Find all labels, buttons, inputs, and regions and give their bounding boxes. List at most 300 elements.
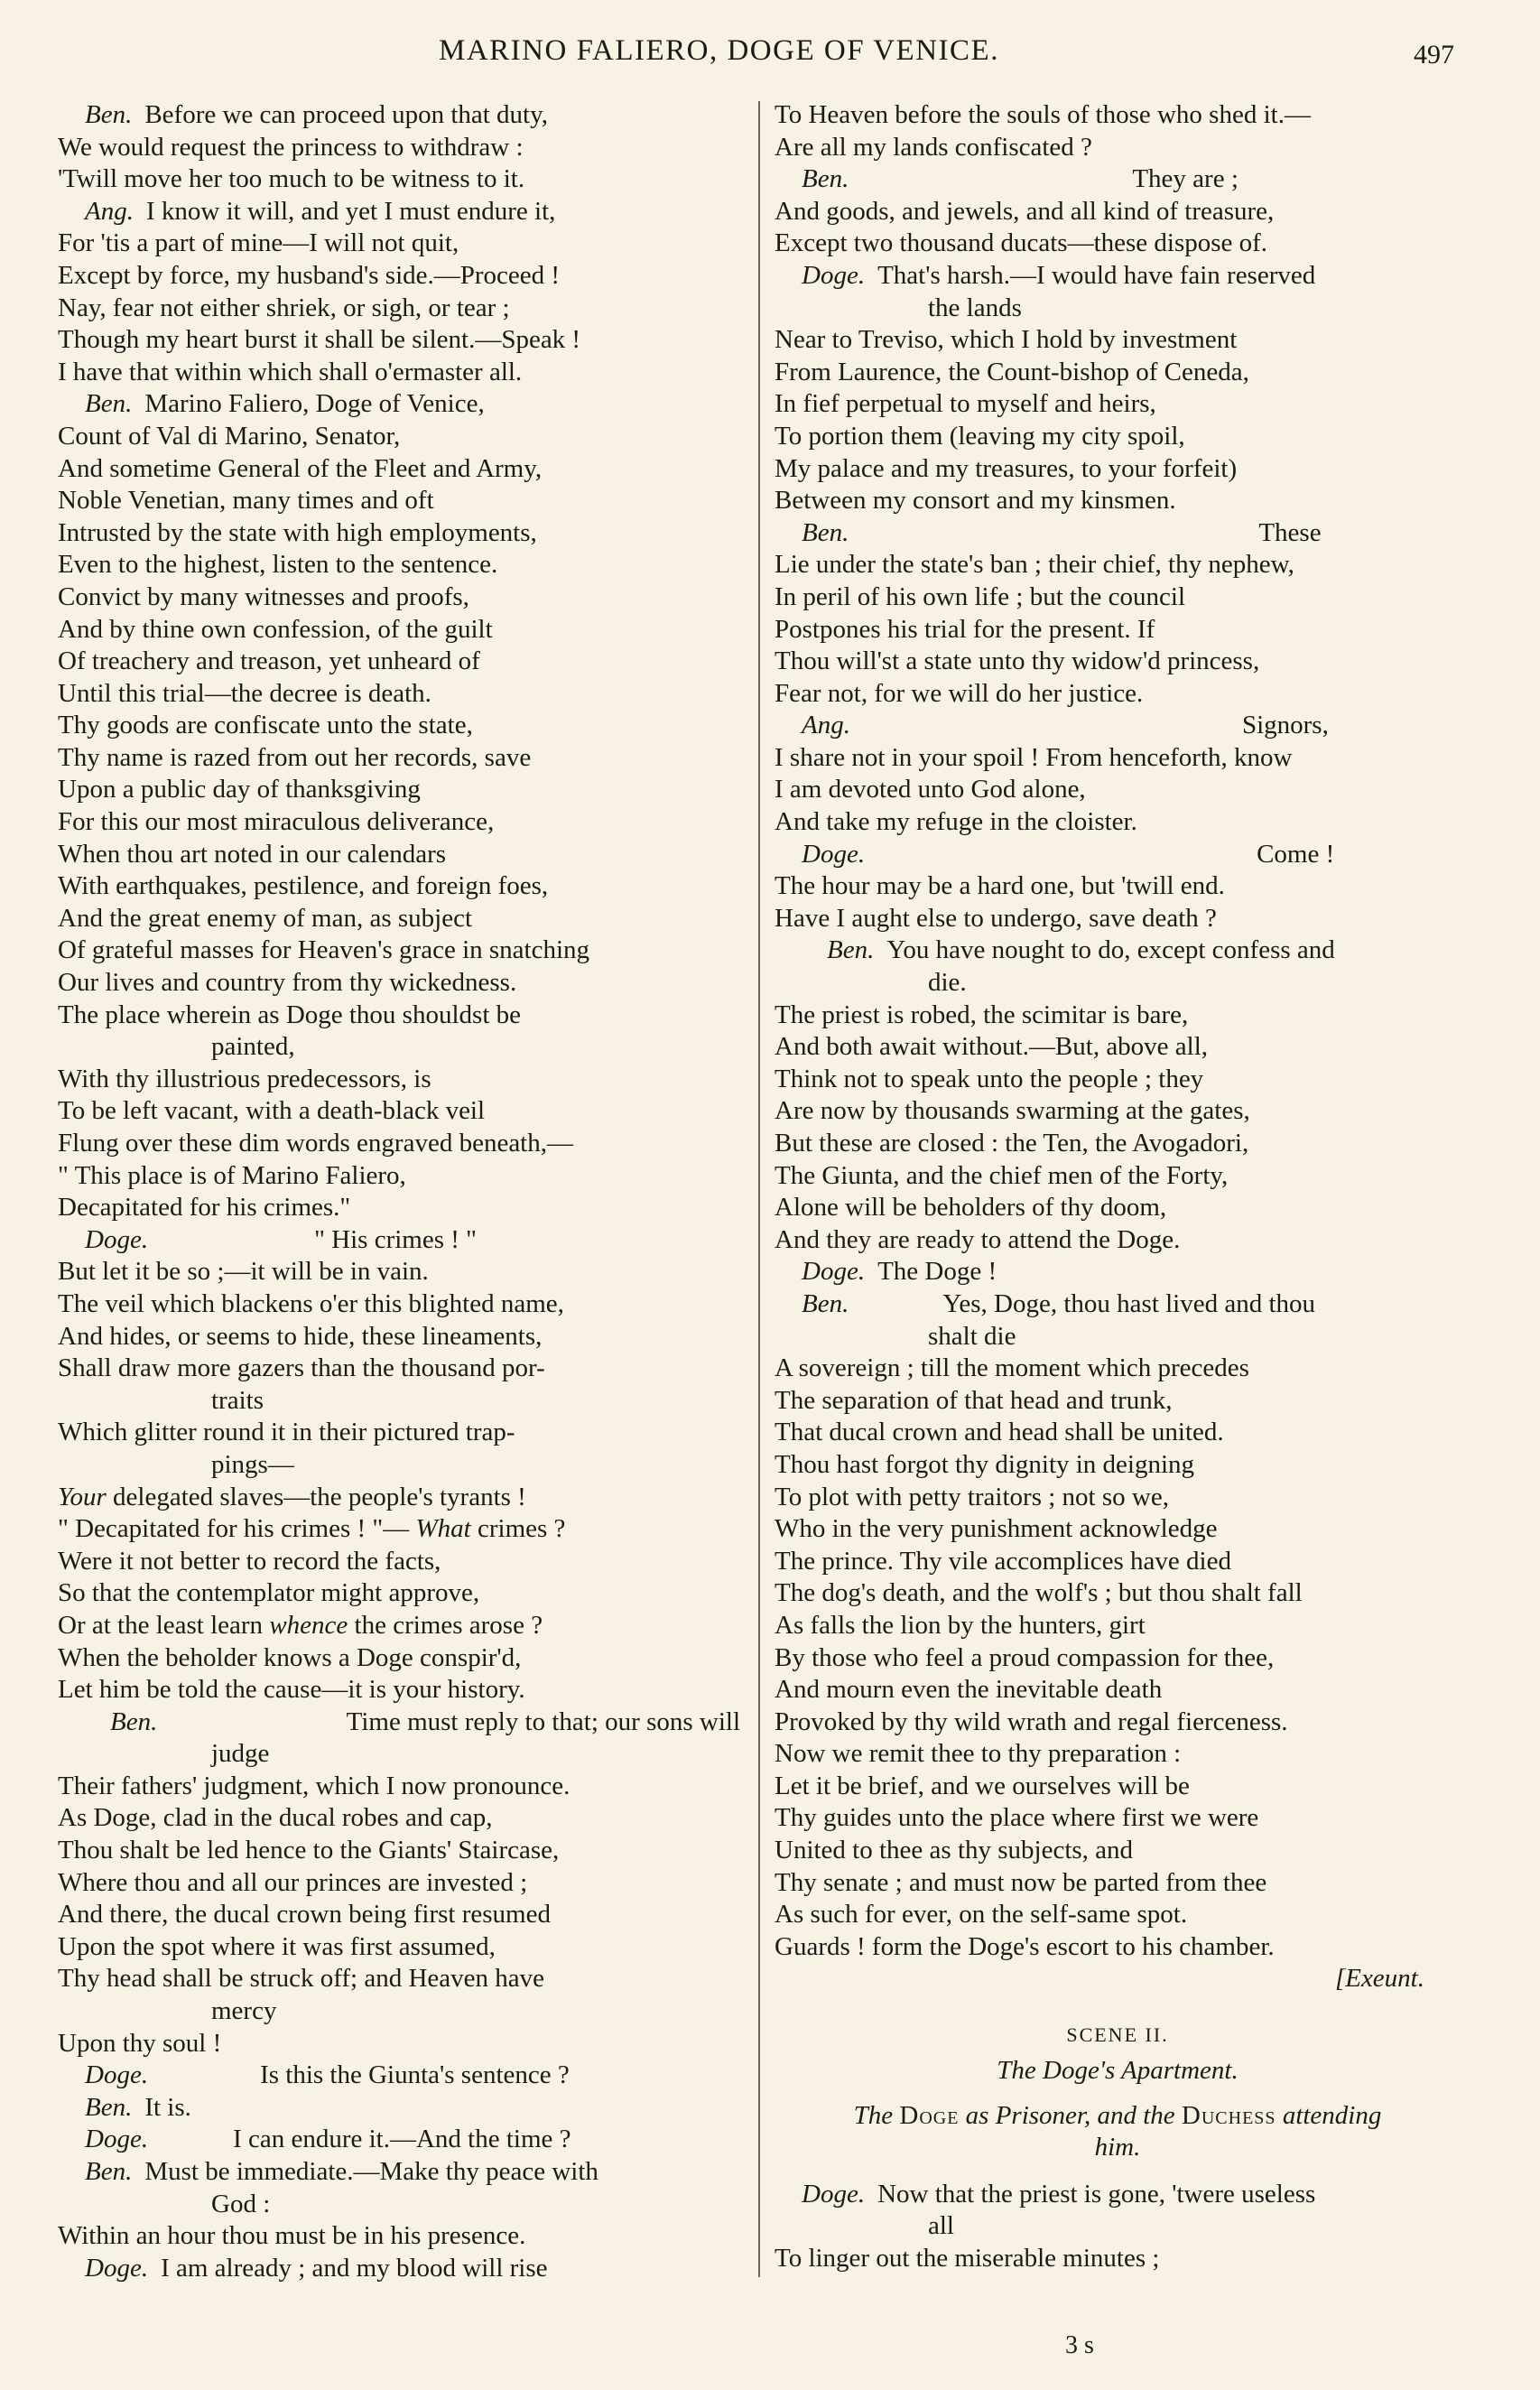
stage-direction-doge: Doge bbox=[899, 2100, 960, 2130]
line-text: I know it will, and yet I must endure it, bbox=[145, 196, 556, 226]
line-text: Provoked by thy wild wrath and regal fierceness. bbox=[775, 1706, 1288, 1736]
verse-line bbox=[775, 357, 1461, 389]
line-text: Upon a public day of thanksgiving bbox=[58, 775, 421, 804]
line-text: Are now by thousands swarming at the gates, bbox=[775, 1096, 1250, 1126]
verse-line bbox=[58, 2092, 740, 2125]
line-text: These bbox=[1258, 517, 1322, 547]
verse-line bbox=[775, 1160, 1461, 1193]
line-text: Who in the very punishment acknowledge bbox=[775, 1514, 1218, 1544]
line-text: Where thou and all our princes are invested ; bbox=[58, 1867, 528, 1897]
verse-line bbox=[58, 1417, 740, 1449]
verse-line bbox=[58, 1224, 740, 1257]
verse-line bbox=[58, 1835, 740, 1867]
emphasis: What bbox=[409, 1514, 478, 1544]
line-text: Of grateful masses for Heaven's grace in snatching bbox=[58, 935, 590, 965]
line-text: When thou art noted in our calendars bbox=[58, 839, 447, 869]
stage-direction-attending: attending bbox=[1282, 2100, 1382, 2130]
verse-line bbox=[775, 806, 1461, 839]
verse-line bbox=[775, 324, 1461, 357]
line-text: Thou will'st a state unto thy widow'd princess, bbox=[775, 646, 1260, 676]
verse-line bbox=[775, 1288, 1461, 1321]
verse-line bbox=[775, 549, 1461, 581]
verse-line bbox=[58, 2156, 740, 2189]
verse-line bbox=[775, 678, 1461, 711]
line-text: From Laurence, the Count-bishop of Ceneda, bbox=[775, 357, 1249, 386]
line-text: traits bbox=[211, 1385, 264, 1415]
stage-direction-him: him. bbox=[1094, 2133, 1141, 2162]
line-text: Thy guides unto the place where first we were bbox=[775, 1803, 1259, 1833]
verse-line bbox=[58, 1899, 740, 1931]
verse-line bbox=[775, 2179, 1461, 2211]
verse-line bbox=[775, 710, 1461, 742]
line-text: Yes, Doge, thou hast lived and thou bbox=[942, 1288, 1316, 1318]
line-text: Shall draw more gazers than the thousand por- bbox=[58, 1353, 545, 1383]
line-text: To be left vacant, with a death-black veil bbox=[58, 1096, 486, 1126]
line-text: In fief perpetual to myself and heirs, bbox=[775, 389, 1156, 419]
speaker-name: Ang. bbox=[85, 196, 134, 226]
signature-mark: 3 s bbox=[1065, 2331, 1094, 2359]
verse-line bbox=[58, 1513, 740, 1546]
verse-line bbox=[775, 1224, 1461, 1257]
verse-line bbox=[775, 774, 1461, 806]
verse-line bbox=[775, 935, 1461, 967]
line-text: To portion them (leaving my city spoil, bbox=[775, 421, 1185, 451]
verse-line bbox=[58, 1931, 740, 1964]
verse-line bbox=[58, 742, 740, 775]
running-header bbox=[0, 34, 1540, 76]
closing-lines bbox=[775, 2179, 1461, 2275]
line-text: That ducal crown and head shall be united. bbox=[775, 1418, 1224, 1447]
verse-line bbox=[775, 1771, 1461, 1803]
line-text: Thy name is razed from out her records, save bbox=[58, 742, 532, 772]
line-text: Guards ! form the Doge's escort to his chamber. bbox=[775, 1931, 1275, 1961]
speaker-name: Doge. bbox=[85, 2060, 149, 2090]
line-text: With thy illustrious predecessors, is bbox=[58, 1064, 431, 1093]
line-text-tail: crimes ? bbox=[477, 1514, 566, 1544]
verse-line bbox=[775, 1546, 1461, 1578]
verse-line bbox=[775, 967, 1461, 1000]
line-text: Is this the Giunta's sentence ? bbox=[260, 2060, 570, 2090]
line-text: And by thine own confession, of the guilt bbox=[58, 614, 493, 644]
verse-line bbox=[775, 1577, 1461, 1610]
verse-line bbox=[58, 710, 740, 742]
verse-line bbox=[58, 2220, 740, 2253]
verse-line bbox=[58, 99, 740, 132]
verse-line bbox=[58, 2028, 740, 2060]
verse-line bbox=[58, 1963, 740, 1995]
line-text: Have I aught else to undergo, save death ? bbox=[775, 903, 1217, 933]
verse-line bbox=[775, 196, 1461, 228]
verse-line bbox=[775, 293, 1461, 325]
line-text: Which glitter round it in their pictured trap- bbox=[58, 1418, 515, 1447]
line-text: judge bbox=[211, 1739, 270, 1769]
line-text: United to thee as thy subjects, and bbox=[775, 1836, 1134, 1865]
line-text: painted, bbox=[211, 1032, 295, 1062]
line-text: Time must reply to that; our sons will bbox=[346, 1706, 740, 1736]
line-text: Thou hast forgot thy dignity in deigning bbox=[775, 1449, 1195, 1479]
line-text: Thy goods are confiscate unto the state, bbox=[58, 711, 473, 740]
verse-line bbox=[58, 228, 740, 260]
verse-line bbox=[775, 1706, 1461, 1739]
emphasis: whence bbox=[263, 1610, 355, 1640]
verse-line bbox=[775, 1674, 1461, 1706]
verse-line bbox=[58, 1160, 740, 1193]
line-text: And goods, and jewels, and all kind of treasure, bbox=[775, 196, 1275, 226]
line-text: Thy head shall be struck off; and Heaven have bbox=[58, 1964, 544, 1994]
verse-line bbox=[58, 2189, 740, 2221]
line-text: Our lives and country from thy wickedness. bbox=[58, 968, 517, 998]
line-text: The hour may be a hard one, but 'twill end. bbox=[775, 871, 1225, 901]
right-column bbox=[775, 99, 1461, 2275]
line-text: But let it be so ;—it will be in vain. bbox=[58, 1257, 429, 1287]
verse-line bbox=[58, 1674, 740, 1706]
line-text: The prince. Thy vile accomplices have died bbox=[775, 1546, 1231, 1576]
verse-line bbox=[58, 1449, 740, 1482]
line-text: I am devoted unto God alone, bbox=[775, 775, 1086, 804]
verse-line bbox=[775, 1867, 1461, 1900]
verse-line bbox=[58, 1128, 740, 1160]
line-text: Let him be told the cause—it is your history. bbox=[58, 1675, 525, 1705]
line-text: mercy bbox=[211, 1996, 277, 2026]
speaker-name: Doge. bbox=[802, 839, 866, 869]
verse-line bbox=[775, 903, 1461, 935]
line-text: Nay, fear not either shriek, or sigh, or tear ; bbox=[58, 293, 510, 322]
line-text: Must be immediate.—Make thy peace with bbox=[144, 2157, 598, 2186]
verse-line bbox=[775, 132, 1461, 164]
line-text: And take my refuge in the cloister. bbox=[775, 807, 1137, 837]
verse-line bbox=[775, 614, 1461, 646]
running-title: MARINO FALIERO, DOGE OF VENICE. bbox=[439, 34, 999, 67]
line-text: The separation of that head and trunk, bbox=[775, 1385, 1173, 1415]
line-text: It is. bbox=[144, 2092, 191, 2122]
speaker-name: Ang. bbox=[802, 711, 850, 740]
speaker-name: Ben. bbox=[802, 517, 849, 547]
verse-line bbox=[58, 1610, 740, 1642]
line-text: Though my heart burst it shall be silent.—Speak ! bbox=[58, 325, 581, 355]
verse-line bbox=[775, 1642, 1461, 1675]
verse-line bbox=[58, 163, 740, 196]
speaker-name: Ben. bbox=[827, 935, 875, 965]
verse-line bbox=[58, 1642, 740, 1675]
verse-line bbox=[58, 1095, 740, 1128]
speaker-name: Ben. bbox=[802, 1288, 849, 1318]
emphasis: Your bbox=[58, 1482, 114, 1511]
speaker-name: Doge. bbox=[85, 1224, 149, 1254]
verse-line bbox=[775, 421, 1461, 453]
verse-line bbox=[58, 678, 740, 711]
line-text: Alone will be beholders of thy doom, bbox=[775, 1193, 1167, 1223]
verse-line bbox=[775, 260, 1461, 293]
line-text: Noble Venetian, many times and oft bbox=[58, 486, 434, 516]
verse-line bbox=[775, 1610, 1461, 1642]
line-text: As such for ever, on the self-same spot. bbox=[775, 1900, 1188, 1930]
verse-line bbox=[58, 870, 740, 903]
line-text: My palace and my treasures, to your forfeit) bbox=[775, 453, 1238, 483]
verse-line bbox=[58, 1000, 740, 1032]
line-text: The dog's death, and the wolf's ; but thou shalt fall bbox=[775, 1578, 1303, 1608]
verse-line bbox=[775, 1353, 1461, 1385]
verse-line bbox=[58, 196, 740, 228]
verse-line bbox=[58, 2124, 740, 2156]
line-text: Let it be brief, and we ourselves will be bbox=[775, 1771, 1190, 1800]
line-text: shalt die bbox=[928, 1321, 1016, 1351]
line-text: Except by force, my husband's side.—Proceed ! bbox=[58, 260, 561, 290]
verse-line bbox=[58, 581, 740, 614]
line-text: To Heaven before the souls of those who shed it.— bbox=[775, 100, 1311, 129]
verse-line bbox=[58, 1995, 740, 2028]
line-text: " Decapitated for his crimes ! "— bbox=[58, 1514, 410, 1544]
line-text: The Doge ! bbox=[877, 1257, 997, 1287]
speaker-name: Doge. bbox=[85, 2125, 149, 2154]
verse-line bbox=[58, 1256, 740, 1288]
line-text: Even to the highest, listen to the sentence. bbox=[58, 550, 498, 580]
line-text-tail: the crimes arose ? bbox=[354, 1610, 543, 1640]
line-text: Except two thousand ducats—these dispose of. bbox=[775, 228, 1268, 258]
line-text: " His crimes ! " bbox=[314, 1224, 477, 1254]
line-text: Near to Treviso, which I hold by investment bbox=[775, 325, 1238, 355]
verse-line bbox=[58, 1546, 740, 1578]
verse-line bbox=[775, 1128, 1461, 1160]
exeunt-direction: [Exeunt. bbox=[1334, 1964, 1424, 1994]
line-text: Lie under the state's ban ; their chief, thy nephew, bbox=[775, 550, 1294, 580]
line-text: Their fathers' judgment, which I now pronounce. bbox=[58, 1771, 571, 1800]
line-text: But these are closed : the Ten, the Avogadori, bbox=[775, 1129, 1249, 1158]
verse-line bbox=[775, 517, 1461, 550]
verse-line bbox=[775, 163, 1461, 196]
line-text: Or at the least learn bbox=[58, 1610, 264, 1640]
line-text: Intrusted by the state with high employments, bbox=[58, 517, 537, 547]
verse-line bbox=[58, 1802, 740, 1835]
verse-line bbox=[775, 1385, 1461, 1418]
verse-line bbox=[58, 1482, 740, 1514]
column-divider bbox=[758, 101, 760, 2277]
stage-direction-as-prisoner: as Prisoner, and the bbox=[965, 2100, 1175, 2130]
line-text: Are all my lands confiscated ? bbox=[775, 132, 1092, 162]
verse-line bbox=[58, 1321, 740, 1353]
verse-line bbox=[58, 839, 740, 871]
line-text: all bbox=[928, 2211, 954, 2241]
line-text: Flung over these dim words engraved beneath,— bbox=[58, 1129, 573, 1158]
verse-line bbox=[775, 453, 1461, 486]
line-text: 'Twill move her too much to be witness to it. bbox=[58, 164, 525, 194]
line-text: When the beholder knows a Doge conspir'd, bbox=[58, 1642, 522, 1672]
line-text: Were it not better to record the facts, bbox=[58, 1546, 441, 1576]
verse-line bbox=[775, 1899, 1461, 1931]
line-text: And both await without.—But, above all, bbox=[775, 1032, 1209, 1062]
line-text: The priest is robed, the scimitar is bare, bbox=[775, 1000, 1189, 1029]
verse-line bbox=[58, 614, 740, 646]
stage-direction-the: The bbox=[853, 2100, 894, 2130]
line-text: I have that within which shall o'ermaster all. bbox=[58, 357, 523, 386]
line-text: Now that the priest is gone, 'twere useless bbox=[877, 2179, 1316, 2209]
verse-line bbox=[58, 260, 740, 293]
line-text: I share not in your spoil ! From henceforth, know bbox=[775, 742, 1293, 772]
verse-line bbox=[58, 132, 740, 164]
line-text: For this our most miraculous deliverance, bbox=[58, 807, 495, 837]
verse-line bbox=[58, 1771, 740, 1803]
verse-line bbox=[775, 1256, 1461, 1288]
line-text: And there, the ducal crown being first resumed bbox=[58, 1900, 551, 1930]
speaker-name: Doge. bbox=[802, 1257, 866, 1287]
verse-line bbox=[775, 1835, 1461, 1867]
line-text: the lands bbox=[928, 293, 1022, 322]
verse-line bbox=[58, 1867, 740, 1900]
verse-line bbox=[58, 1288, 740, 1321]
left-column bbox=[58, 99, 740, 2284]
line-text: As Doge, clad in the ducal robes and cap, bbox=[58, 1803, 493, 1833]
line-text: And the great enemy of man, as subject bbox=[58, 903, 473, 933]
verse-line bbox=[775, 2210, 1461, 2243]
speaker-name: Ben. bbox=[85, 100, 133, 129]
verse-line bbox=[775, 839, 1461, 871]
verse-line bbox=[58, 1706, 740, 1739]
verse-line bbox=[58, 517, 740, 550]
verse-line bbox=[775, 1321, 1461, 1353]
verse-line bbox=[58, 1577, 740, 1610]
verse-line bbox=[58, 453, 740, 486]
speaker-name: Ben. bbox=[85, 2092, 133, 2122]
speaker-name: Doge. bbox=[802, 2179, 866, 2209]
line-text: You have nought to do, except confess and bbox=[886, 935, 1335, 965]
line-text: Until this trial—the decree is death. bbox=[58, 678, 431, 708]
verse-line bbox=[775, 1738, 1461, 1771]
line-text: That's harsh.—I would have fain reserved bbox=[877, 260, 1316, 290]
verse-line bbox=[58, 1192, 740, 1224]
line-text: As falls the lion by the hunters, girt bbox=[775, 1610, 1146, 1640]
speaker-name: Doge. bbox=[802, 260, 866, 290]
verse-line bbox=[58, 1353, 740, 1385]
line-text: Fear not, for we will do her justice. bbox=[775, 678, 1144, 708]
line-text: And sometime General of the Fleet and Army, bbox=[58, 453, 543, 483]
line-text: And mourn even the inevitable death bbox=[775, 1675, 1163, 1705]
line-text: And they are ready to attend the Doge. bbox=[775, 1224, 1181, 1254]
verse-line bbox=[58, 2253, 740, 2285]
verse-line bbox=[775, 1000, 1461, 1032]
line-text: Marino Faliero, Doge of Venice, bbox=[144, 389, 485, 419]
line-text: They are ; bbox=[1132, 164, 1238, 194]
line-text: Signors, bbox=[1241, 711, 1329, 740]
line-text: I am already ; and my blood will rise bbox=[161, 2253, 548, 2283]
line-text: And hides, or seems to hide, these lineaments, bbox=[58, 1321, 543, 1351]
line-text: Upon the spot where it was first assumed, bbox=[58, 1931, 496, 1961]
line-text: Before we can proceed upon that duty, bbox=[144, 100, 548, 129]
line-text: The veil which blackens o'er this blighted name, bbox=[58, 1288, 564, 1318]
verse-line bbox=[58, 806, 740, 839]
verse-line bbox=[58, 549, 740, 581]
verse-line bbox=[775, 99, 1461, 132]
verse-line bbox=[775, 1802, 1461, 1835]
verse-line bbox=[58, 935, 740, 967]
verse-line bbox=[775, 742, 1461, 775]
verse-line bbox=[775, 485, 1461, 517]
line-text: " This place is of Marino Faliero, bbox=[58, 1160, 406, 1190]
line-text: Postpones his trial for the present. If bbox=[775, 614, 1155, 644]
verse-line bbox=[775, 1482, 1461, 1514]
line-text: For 'tis a part of mine—I will not quit, bbox=[58, 228, 459, 258]
verse-line bbox=[775, 581, 1461, 614]
scene-place: The Doge's Apartment. bbox=[997, 2056, 1238, 2086]
verse-line bbox=[58, 388, 740, 421]
line-text: In peril of his own life ; but the council bbox=[775, 581, 1186, 611]
verse-line bbox=[775, 870, 1461, 903]
line-text: Between my consort and my kinsmen. bbox=[775, 486, 1176, 516]
line-text: The Giunta, and the chief men of the Forty, bbox=[775, 1160, 1229, 1190]
line-text: Count of Val di Marino, Senator, bbox=[58, 421, 401, 451]
verse-line bbox=[58, 1031, 740, 1064]
scene-heading: SCENE II. bbox=[1066, 2023, 1169, 2047]
line-text: die. bbox=[928, 968, 967, 998]
verse-line bbox=[775, 388, 1461, 421]
verse-line bbox=[58, 324, 740, 357]
page-number: 497 bbox=[1414, 40, 1454, 70]
verse-line bbox=[58, 357, 740, 389]
verse-line bbox=[58, 293, 740, 325]
speaker-name: Ben. bbox=[802, 164, 849, 194]
verse-line bbox=[775, 1095, 1461, 1128]
line-text: Think not to speak unto the people ; they bbox=[775, 1064, 1204, 1093]
line-text: God : bbox=[211, 2189, 271, 2218]
line-text: Thy senate ; and must now be parted from thee bbox=[775, 1867, 1267, 1897]
verse-line bbox=[58, 1064, 740, 1096]
verse-line bbox=[58, 646, 740, 678]
line-text: Upon thy soul ! bbox=[58, 2028, 222, 2058]
line-text: To plot with petty traitors ; not so we, bbox=[775, 1482, 1169, 1511]
line-text: By those who feel a proud compassion for thee, bbox=[775, 1642, 1275, 1672]
speaker-name: Doge. bbox=[85, 2253, 149, 2283]
verse-line bbox=[58, 903, 740, 935]
verse-line bbox=[58, 1385, 740, 1418]
line-text: A sovereign ; till the moment which precedes bbox=[775, 1353, 1249, 1383]
line-text: Come ! bbox=[1257, 839, 1335, 869]
speaker-name: Ben. bbox=[85, 389, 133, 419]
verse-line bbox=[775, 228, 1461, 260]
line-text: Thou shalt be led hence to the Giants' Staircase, bbox=[58, 1836, 560, 1865]
line-text: Within an hour thou must be in his presence. bbox=[58, 2221, 526, 2251]
verse-line bbox=[775, 1417, 1461, 1449]
stage-direction-duchess: Duchess bbox=[1181, 2100, 1276, 2130]
line-text: pings— bbox=[211, 1449, 294, 1479]
right-column-lines bbox=[775, 99, 1461, 1963]
line-text: Decapitated for his crimes." bbox=[58, 1193, 351, 1223]
stage-direction bbox=[775, 2100, 1461, 2133]
verse-line bbox=[775, 646, 1461, 678]
line-text: We would request the princess to withdraw : bbox=[58, 132, 524, 162]
line-text: delegated slaves—the people's tyrants ! bbox=[113, 1482, 526, 1511]
line-text: With earthquakes, pestilence, and foreign foes, bbox=[58, 871, 549, 901]
verse-line bbox=[775, 1931, 1461, 1964]
speaker-name: Ben. bbox=[110, 1706, 158, 1736]
line-text: I can endure it.—And the time ? bbox=[233, 2125, 571, 2154]
verse-line bbox=[58, 774, 740, 806]
line-text: Of treachery and treason, yet unheard of bbox=[58, 646, 480, 676]
line-text: Convict by many witnesses and proofs, bbox=[58, 581, 469, 611]
speaker-name: Ben. bbox=[85, 2157, 133, 2186]
verse-line bbox=[58, 967, 740, 1000]
verse-line bbox=[58, 2060, 740, 2092]
verse-line bbox=[775, 1031, 1461, 1064]
verse-line bbox=[775, 1513, 1461, 1546]
verse-line bbox=[775, 1449, 1461, 1482]
verse-line bbox=[58, 421, 740, 453]
line-text: Now we remit thee to thy preparation : bbox=[775, 1739, 1182, 1769]
line-text: The place wherein as Doge thou shouldst be bbox=[58, 1000, 521, 1029]
verse-line bbox=[775, 2243, 1461, 2275]
verse-line bbox=[58, 485, 740, 517]
verse-line bbox=[58, 1738, 740, 1771]
line-text: To linger out the miserable minutes ; bbox=[775, 2244, 1160, 2273]
verse-line bbox=[775, 1064, 1461, 1096]
line-text: So that the contemplator might approve, bbox=[58, 1578, 480, 1608]
